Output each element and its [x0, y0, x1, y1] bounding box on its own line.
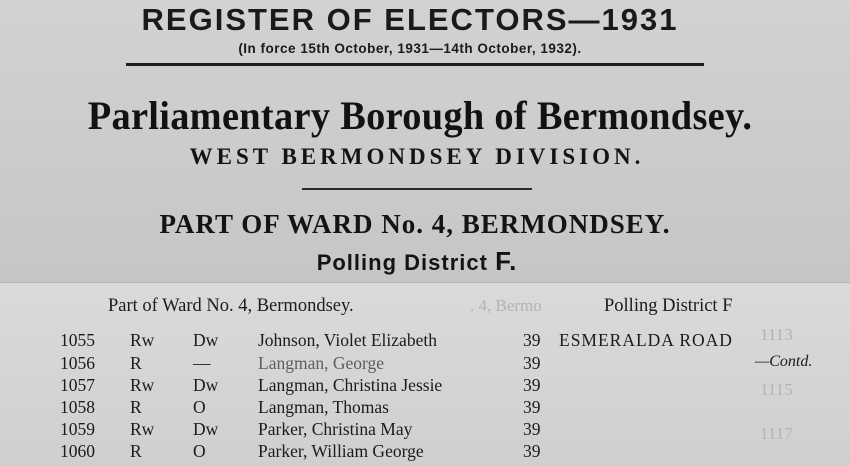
qualification-code: O [193, 441, 206, 461]
house-number: 39 [523, 330, 541, 350]
elector-number: 1057 [60, 375, 95, 395]
elector-name: Parker, William George [258, 441, 424, 461]
elector-row [0, 397, 850, 419]
bleed-through-text: 1115 [760, 380, 793, 399]
elector-row [0, 353, 850, 375]
qualification-code: R [130, 397, 142, 417]
qualification-code: R [130, 441, 142, 461]
header-rule [126, 63, 704, 66]
division-title: WEST BERMONDSEY DIVISION. [189, 144, 645, 169]
register-subtitle: (In force 15th October, 1931—14th October, 1932). [238, 41, 582, 56]
elector-name: Langman, Christina Jessie [258, 375, 443, 395]
house-number: 39 [523, 397, 541, 417]
elector-name: Langman, George [258, 353, 385, 373]
list-right-heading: Polling District F [604, 296, 733, 316]
bleed-through-text: 1113 [760, 325, 793, 344]
elector-number: 1055 [60, 330, 95, 350]
elector-number: 1060 [60, 441, 95, 461]
qualification-code: — [193, 353, 211, 373]
elector-number: 1056 [60, 353, 95, 373]
qualification-code: Rw [130, 375, 155, 395]
elector-row [0, 375, 850, 397]
qualification-code: Rw [130, 330, 155, 350]
list-left-heading: Part of Ward No. 4, Bermondsey. [108, 296, 354, 316]
elector-name: Parker, Christina May [258, 419, 413, 439]
qualification-code: R [130, 353, 142, 373]
elector-name: Johnson, Violet Elizabeth [258, 330, 437, 350]
elector-number: 1059 [60, 419, 95, 439]
elector-row [0, 419, 850, 441]
house-number: 39 [523, 419, 541, 439]
qualification-code: Dw [193, 419, 219, 439]
divider-rule [302, 188, 532, 190]
qualification-code: O [193, 397, 206, 417]
polling-district-title [0, 246, 842, 277]
elector-name: Langman, Thomas [258, 397, 389, 417]
ward-title: PART OF WARD No. 4, BERMONDSEY. [159, 209, 671, 239]
house-number: 39 [523, 353, 541, 373]
polling-district-letter: F. [495, 246, 518, 276]
elector-row [0, 441, 850, 463]
continued-marker: —Contd. [755, 353, 813, 370]
borough-title: Parliamentary Borough of Bermondsey. [87, 93, 753, 138]
register-title: REGISTER OF ELECTORS—1931 [141, 2, 679, 37]
house-number: 39 [523, 441, 541, 461]
qualification-code: Dw [193, 375, 219, 395]
street-name: ESMERALDA ROAD [559, 330, 733, 350]
elector-row [0, 330, 850, 352]
bleed-through-text: . 4, Bermo [470, 296, 542, 315]
house-number: 39 [523, 375, 541, 395]
qualification-code: Dw [193, 330, 219, 350]
qualification-code: Rw [130, 419, 155, 439]
polling-district-prefix: Polling District [316, 250, 488, 275]
bleed-through-text: 1117 [760, 424, 793, 443]
elector-number: 1058 [60, 397, 95, 417]
